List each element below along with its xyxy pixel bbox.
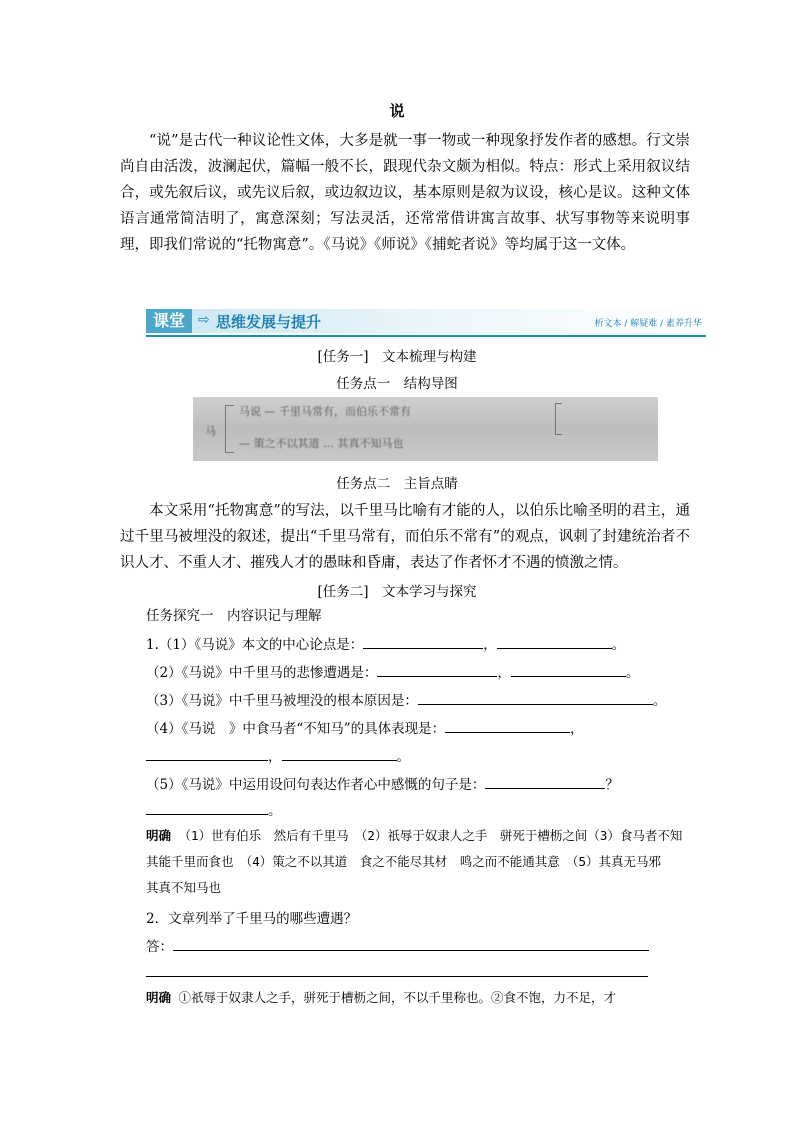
answer-blank[interactable]	[146, 746, 268, 761]
answer-text: ①祇辱于奴隶人之手，骈死于槽枥之间，不以千里称也。②食不饱，力不足，才	[178, 990, 617, 1005]
punctuation: ，	[570, 721, 584, 737]
punctuation: ，	[497, 665, 511, 681]
photo-text-line: — 策之不以其道 … 其真不知马也	[239, 437, 404, 450]
banner-tag: 课堂	[146, 309, 192, 333]
doc-title: 说	[389, 102, 405, 120]
answer-label: 明确	[146, 828, 172, 843]
photo-label: 马	[205, 425, 216, 438]
point-one-heading: 任务点一 结构导图	[336, 376, 458, 392]
question-text: （5）《马说》中运用设问句表达作者心中感慨的句子是：	[146, 777, 486, 793]
intro-paragraph: “说”是古代一种议论性文体，大多是就一事一物或一种现象抒发作者的感想。行文崇尚自由活泼，波澜起伏，篇幅一般不长，跟现代杂文颇为相似。特点：形式上采用叙议结合，或先叙后议，或先议后叙，或边叙边议，基本原则是叙为议设，核心是议。这种文体语言通常简洁明了，寓意深刻；写法灵活，还常常借讲寓言故事、状写事物等来说明事理，即我们常说的“托物寓意”。《马说》《师说》《捕蛇者说》等均属于这一文体。	[120, 133, 690, 253]
task-one-heading: [任务一] 文本梳理与构建	[317, 349, 477, 365]
question-text: （4）《马说 》中食马者“不知马”的具体表现是：	[146, 721, 446, 737]
question-text: （3）《马说》中千里马被埋没的根本原因是：	[146, 693, 418, 709]
answer-blank[interactable]	[146, 800, 268, 815]
question-text: （2）《马说》中千里马的悲惨遭遇是：	[146, 665, 378, 681]
theme-paragraph: 本文采用“托物寓意”的写法，以千里马比喻有才能的人，以伯乐比喻圣明的君主，通过千里马被埋没的叙述，提出“千里马常有，而伯乐不常有”的观点，讽刺了封建统治者不识人才、不重人才、摧残人才的愚昧和昏庸，表达了作者怀才不遇的愤激之情。	[120, 503, 690, 571]
punctuation: 。	[611, 637, 626, 653]
question-1-1	[146, 634, 625, 655]
point-two-heading: 任务点二 主旨点睛	[336, 476, 458, 492]
structure-map-image	[193, 397, 658, 461]
answer-block-2	[146, 985, 686, 1011]
explore-one-heading: 任务探究一 内容识记与理解	[146, 608, 322, 624]
banner-title: 思维发展与提升	[216, 313, 322, 331]
question-text: 1.（1）《马说》本文的中心论点是：	[146, 637, 364, 653]
question-1-4	[146, 718, 584, 739]
question-2-answer-line-2	[146, 962, 648, 983]
answer-blank[interactable]	[173, 936, 649, 951]
punctuation: 。	[268, 803, 282, 819]
answer-blank[interactable]	[445, 718, 570, 733]
arrow-icon: ⇨	[198, 312, 210, 328]
question-2-answer-line	[146, 936, 649, 957]
answer-blank[interactable]	[377, 662, 497, 677]
answer-blank[interactable]	[282, 746, 397, 761]
question-1-4-cont	[146, 746, 410, 767]
answer-block-1	[146, 823, 686, 901]
punctuation: 。	[625, 665, 640, 681]
question-1-5	[146, 774, 619, 795]
answer-blank[interactable]	[511, 662, 626, 677]
question-1-5-cont	[146, 800, 282, 821]
photo-text-line: 马说 — 千里马常有，而伯乐不常有	[239, 405, 411, 418]
question-1-2	[146, 662, 639, 683]
question-2: 2．文章列举了千里马的哪些遭遇？	[146, 911, 358, 927]
answer-blank[interactable]	[418, 690, 653, 705]
punctuation: ，	[268, 749, 282, 765]
brace-shape	[225, 405, 234, 453]
answer-blank[interactable]	[485, 774, 605, 789]
punctuation: 。	[396, 749, 410, 765]
brace-shape	[555, 403, 562, 435]
question-1-3	[146, 690, 666, 711]
banner-subtitle: 析文本 / 解疑难 / 素养升华	[594, 319, 702, 329]
punctuation: ？	[605, 777, 619, 793]
punctuation: ，	[483, 637, 497, 653]
section-banner	[146, 309, 706, 337]
task-two-heading: [任务二] 文本学习与探究	[317, 584, 477, 600]
answer-label: 明确	[146, 990, 172, 1005]
answer-prefix: 答：	[146, 939, 173, 955]
answer-text: （1）世有伯乐 然后有千里马 （2）祇辱于奴隶人之手 骈死于槽枥之间（3）食马者不知其能千里而食也 （4）策之不以其道 食之不能尽其材 鸣之而不能通其意 （5）其真无马邪 其真不知马也	[146, 828, 683, 895]
answer-blank[interactable]	[146, 962, 648, 977]
answer-blank[interactable]	[363, 634, 483, 649]
answer-blank[interactable]	[497, 634, 612, 649]
punctuation: 。	[652, 693, 667, 709]
